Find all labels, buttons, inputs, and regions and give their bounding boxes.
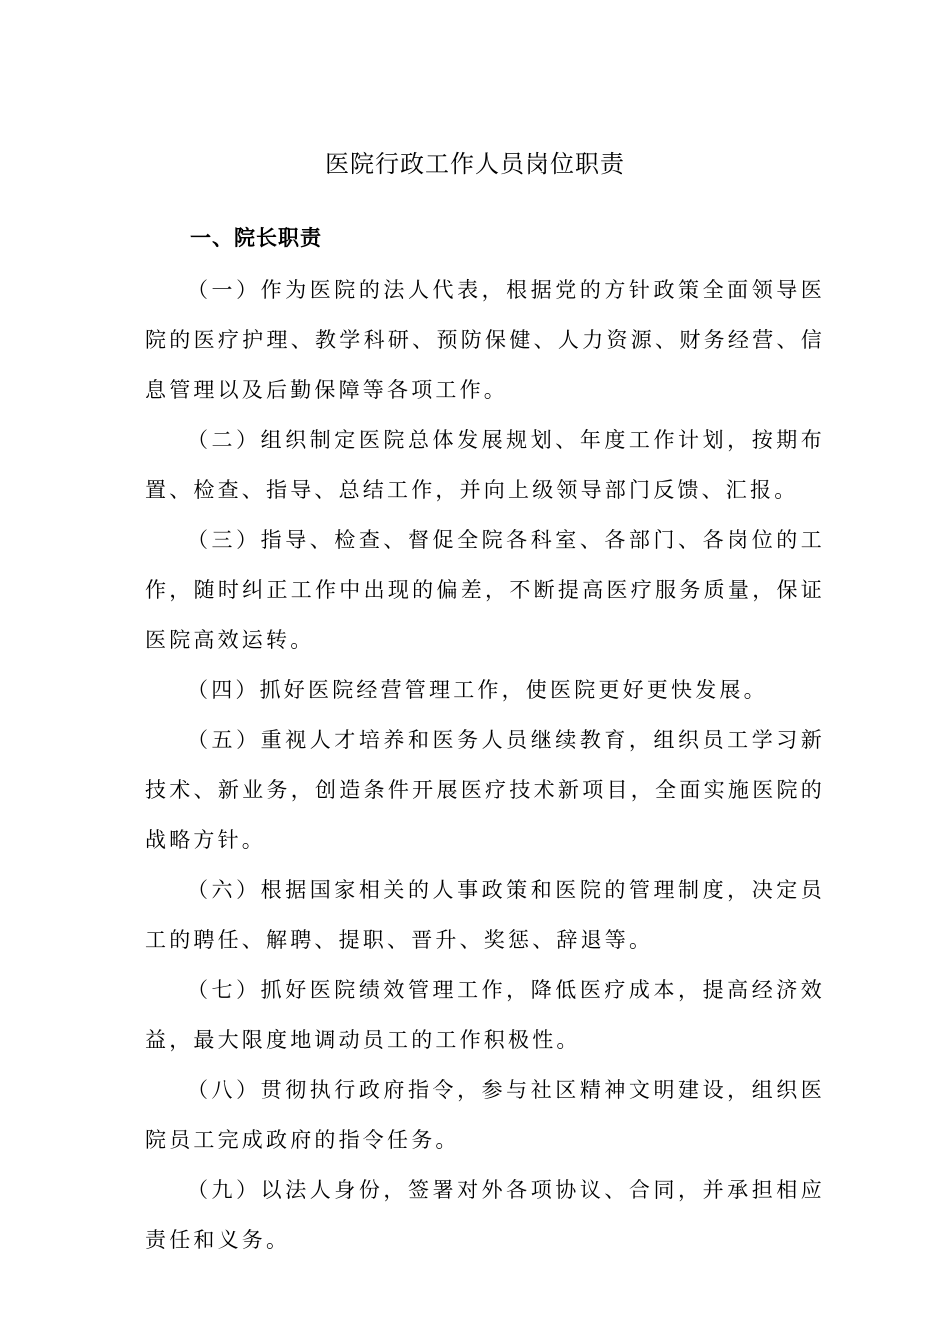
paragraph-5: （五）重视人才培养和医务人员继续教育，组织员工学习新技术、新业务，创造条件开展医疗技术新项目，全面实施医院的战略方针。 bbox=[145, 728, 825, 852]
paragraph-3: （三）指导、检查、督促全院各科室、各部门、各岗位的工作，随时纠正工作中出现的偏差，不断提高医疗服务质量，保证医院高效运转。 bbox=[145, 528, 825, 652]
paragraph-9: （九）以法人身份，签署对外各项协议、合同，并承担相应责任和义务。 bbox=[145, 1178, 825, 1252]
document-title: 医院行政工作人员岗位职责 bbox=[325, 150, 625, 178]
paragraph-7: （七）抓好医院绩效管理工作，降低医疗成本，提高经济效益，最大限度地调动员工的工作积极性。 bbox=[145, 978, 825, 1052]
paragraph-1: （一）作为医院的法人代表，根据党的方针政策全面领导医院的医疗护理、教学科研、预防保健、人力资源、财务经营、信息管理以及后勤保障等各项工作。 bbox=[145, 278, 825, 402]
section-body bbox=[145, 265, 825, 1265]
section-heading: 一、院长职责 bbox=[190, 225, 322, 250]
paragraph-8: （八）贯彻执行政府指令，参与社区精神文明建设，组织医院员工完成政府的指令任务。 bbox=[145, 1078, 825, 1152]
paragraph-6: （六）根据国家相关的人事政策和医院的管理制度，决定员工的聘任、解聘、提职、晋升、奖惩、辞退等。 bbox=[145, 878, 825, 952]
paragraph-2: （二）组织制定医院总体发展规划、年度工作计划，按期布置、检查、指导、总结工作，并向上级领导部门反馈、汇报。 bbox=[145, 428, 825, 502]
paragraph-4: （四）抓好医院经营管理工作，使医院更好更快发展。 bbox=[187, 678, 768, 702]
